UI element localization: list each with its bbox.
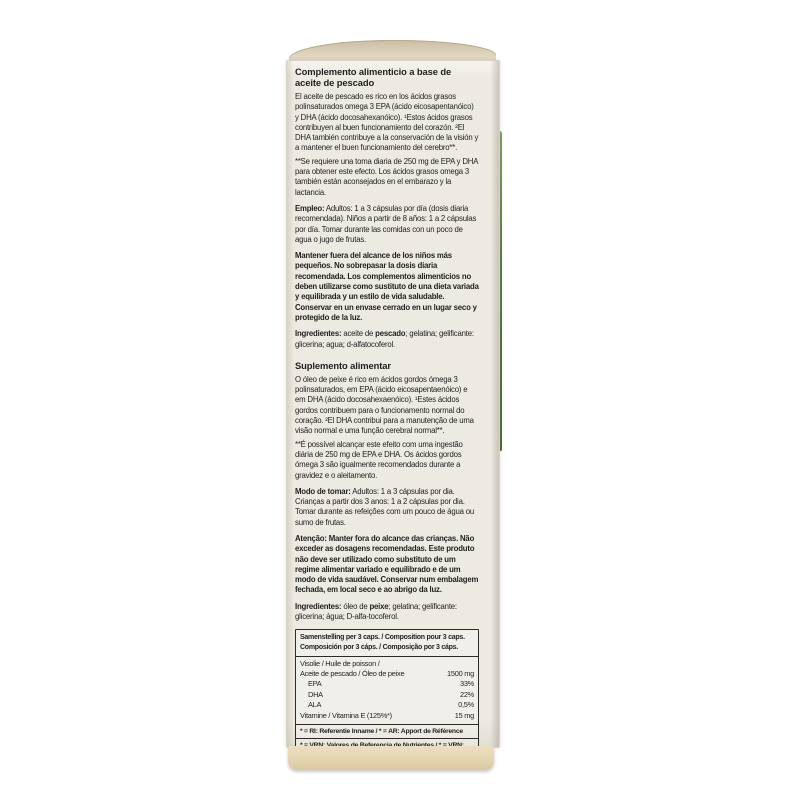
es-usage-text: Adultos: 1 a 3 cápsulas por día (dosis diaria recomendada). Niños a partir de 8 años: 1 a 2 cápsulas por día. Tomar durante las comidas con un poco de agua o jugo de frutas. [295,203,477,244]
package-label-panel [286,60,500,748]
table-row: Aceite de pescado / Óleo de peixe 1500 mg [300,668,474,678]
es-ingredients [295,329,479,350]
package-bottom-flap [288,746,494,770]
package-box [286,40,500,770]
composition-table-header [296,630,478,656]
table-row: ALA 0,5% [308,700,474,710]
pt-section-heading: Suplemento alimentar [295,359,391,371]
pt-warning [295,534,479,596]
pt-warning-label: Atenção: [295,533,327,543]
section-divider-space [295,353,479,360]
pt-ingredients-pre: óleo de [341,601,370,611]
es-ingredients-label: Ingredientes: [295,329,342,339]
es-usage-label: Empleo: [295,203,325,213]
es-usage [295,204,479,245]
table-row: Vitamine / Vitamina E (125%*) 15 mg [300,710,474,720]
composition-table-body [296,657,478,725]
es-description: El aceite de pescado es rico en los ácidos grasos polinsaturados omega 3 EPA (ácido eicosapentanóico) y DHA (ácido docosahexanóico). ¹Estos ácidos grasos contribuyen al buen funcionamiento del corazón. ²El DHA también contribuye a la conservación de la visión y a mantener el buen funcionamiento del cerebro**. [295,92,479,153]
pt-description: O óleo de peixe é rico em ácidos gordos ómega 3 polinsaturados, em EPA (ácido eicosapentaenóico) e em DHA (ácido docosahexaenóico). ¹Estes ácidos gordos contribuem para o funcionamento normal do coração. ²El DHA contribui para a manutenção de uma visão normal e uma função cerebral normal**. [295,374,474,436]
es-ingredients-pre: aceite de [341,329,376,339]
pt-ingredients-allergen: peixe [369,601,389,611]
es-ingredients-allergen: pescado [375,329,406,339]
es-effect-note: **Se requiere una toma diaria de 250 mg de EPA y DHA para obtener este efecto. Los ácidos grasos omega 3 también están aconsejados en el embarazo y la lactancia. [295,156,478,197]
composition-header-line2: Composición por 3 cáps. / Composição por 3 cáps. [300,643,458,651]
table-row: Visolie / Huile de poisson / [300,658,380,668]
pt-usage [295,487,479,528]
table-footnote-reference-intake: * = RI: Referentie Inname / * = AR: Apport de Référence [300,727,463,735]
pt-ingredients-label: Ingredientes: [295,601,342,611]
pt-usage-label: Modo de tomar: [295,486,351,496]
table-row: DHA 22% [308,689,474,699]
composition-table [295,629,479,763]
es-section-heading: Complemento alimenticio a base de aceite de pescado [295,66,452,88]
pt-warning-text: Manter fora do alcance das crianças. Não exceder as dosagens recomendadas. Este produto não deve ser utilizado como substituto de um regime alimentar variado e equilibrado e de um modo de vida saudável. Conservar num embalagem fechada, em local seco e ao abrigo da luz. [295,533,479,595]
pt-ingredients-post: ; gelatina; gelificante: glicerina; água; D-alfa-tocoferol. [295,601,457,622]
es-ingredients-post: ; gelatina; gelificante: glicerina; agua; d-alfatocoferol. [295,329,474,349]
pt-ingredients [295,602,479,623]
pt-usage-text: Adultos: 1 a 3 cápsulas por dia. Crianças a partir dos 3 anos: 1 a 2 cápsulas por dia. Tomar durante as refeições com um pouco de água ou sumo de frutas. [295,486,474,527]
composition-header-line1: Samenstelling per 3 caps. / Composition pour 3 caps. [300,634,465,642]
table-row: EPA 33% [308,679,474,689]
es-warning: Mantener fuera del alcance de los niños más pequeños. No sobrepasar la dosis diaria recomendada. Los complementos alimenticios no deben utilizarse como sustituto de una dieta variada y equilibrada y un estilo de vida saludable. Conservar en un envase cerrado en un lugar seco y protegido de la luz. [295,251,479,322]
pt-effect-note: **É possível alcançar este efeito com uma ingestão diária de 250 mg de EPA e DHA. Os ácidos gordos ómega 3 são igualmente recomendados durante a gravidez e o aleitamento. [295,439,463,480]
